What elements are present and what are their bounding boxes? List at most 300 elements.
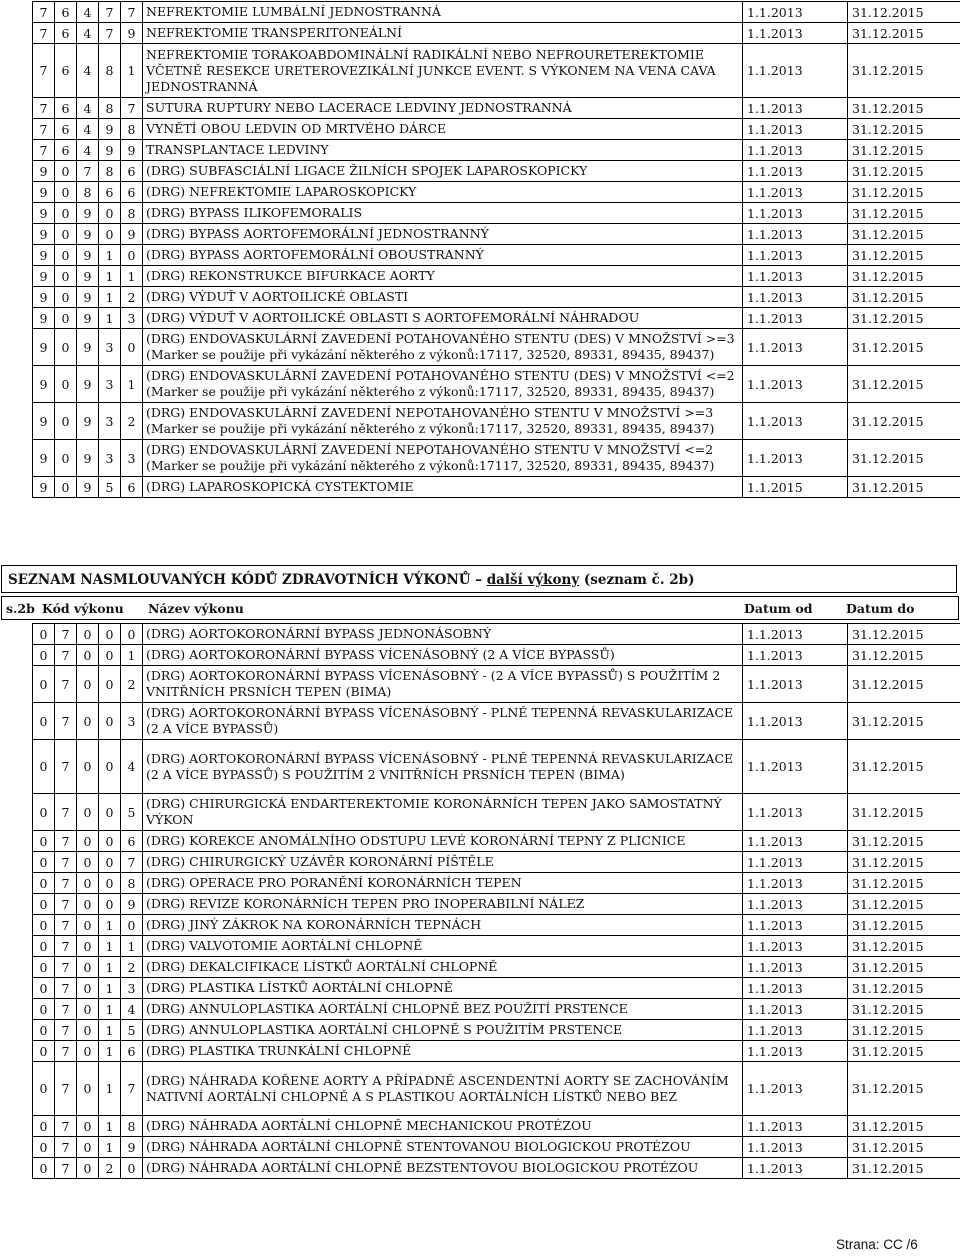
section-heading: SEZNAM NASMLOUVANÝCH KÓDŮ ZDRAVOTNÍCH VÝKONŮ – další výkony (seznam č. 2b) <box>1 565 957 593</box>
date-from: 1.1.2013 <box>743 119 848 140</box>
code-digit: 7 <box>55 1116 77 1137</box>
code-digit: 7 <box>55 740 77 794</box>
procedure-name: NEFREKTOMIE LUMBÁLNÍ JEDNOSTRANNÁ <box>143 2 743 23</box>
code-digit: 7 <box>55 794 77 831</box>
date-to: 31.12.2015 <box>848 624 960 645</box>
header-name: Název výkonu <box>148 601 244 616</box>
procedure-name: (DRG) BYPASS AORTOFEMORÁLNÍ OBOUSTRANNÝ <box>143 245 743 266</box>
code-digit: 0 <box>77 1158 99 1179</box>
code-digit: 1 <box>121 266 143 287</box>
code-digit: 0 <box>99 224 121 245</box>
date-from: 1.1.2013 <box>743 161 848 182</box>
code-digit: 6 <box>99 182 121 203</box>
code-digit: 9 <box>77 245 99 266</box>
header-date-to: Datum do <box>846 601 915 616</box>
date-to: 31.12.2015 <box>848 936 960 957</box>
procedure-name: (DRG) VÝDUŤ V AORTOILICKÉ OBLASTI <box>143 287 743 308</box>
code-digit: 0 <box>77 1116 99 1137</box>
code-digit: 7 <box>33 98 55 119</box>
code-digit: 3 <box>121 703 143 740</box>
code-digit: 0 <box>55 182 77 203</box>
procedure-name: (DRG) AORTOKORONÁRNÍ BYPASS JEDNONÁSOBNÝ <box>143 624 743 645</box>
code-digit: 0 <box>77 936 99 957</box>
code-digit: 7 <box>55 957 77 978</box>
procedure-table-2b <box>32 623 960 1179</box>
table-row <box>33 936 960 957</box>
table-row <box>33 999 960 1020</box>
code-digit: 1 <box>99 245 121 266</box>
code-digit: 4 <box>121 740 143 794</box>
code-digit: 7 <box>33 44 55 98</box>
procedure-name: (DRG) SUBFASCIÁLNÍ LIGACE ŽILNÍCH SPOJEK LAPAROSKOPICKY <box>143 161 743 182</box>
date-to: 31.12.2015 <box>848 873 960 894</box>
date-from: 1.1.2013 <box>743 957 848 978</box>
procedure-name: (DRG) ENDOVASKULÁRNÍ ZAVEDENÍ NEPOTAHOVANÉHO STENTU V MNOŽSTVÍ <=2 (Marker se použije při vykázání některého z výkonů:17117, 32520, 89331, 89435, 89437) <box>143 440 743 477</box>
code-digit: 9 <box>77 477 99 498</box>
header-date-from: Datum od <box>744 601 813 616</box>
code-digit: 2 <box>99 1158 121 1179</box>
code-digit: 6 <box>55 119 77 140</box>
table-row <box>33 366 960 403</box>
code-digit: 9 <box>77 308 99 329</box>
code-digit: 0 <box>77 831 99 852</box>
code-digit: 7 <box>55 999 77 1020</box>
date-to: 31.12.2015 <box>848 266 960 287</box>
date-to: 31.12.2015 <box>848 182 960 203</box>
date-from: 1.1.2013 <box>743 645 848 666</box>
code-digit: 0 <box>33 1041 55 1062</box>
table-row <box>33 140 960 161</box>
procedure-name: VYNĚTÍ OBOU LEDVIN OD MRTVÉHO DÁRCE <box>143 119 743 140</box>
code-digit: 5 <box>121 794 143 831</box>
code-digit: 0 <box>33 740 55 794</box>
table-row <box>33 2 960 23</box>
code-digit: 7 <box>55 1041 77 1062</box>
date-from: 1.1.2013 <box>743 666 848 703</box>
procedure-table-continued <box>32 1 960 498</box>
date-to: 31.12.2015 <box>848 245 960 266</box>
procedure-name: (DRG) JINÝ ZÁKROK NA KORONÁRNÍCH TEPNÁCH <box>143 915 743 936</box>
code-digit: 7 <box>55 894 77 915</box>
code-digit: 1 <box>99 999 121 1020</box>
code-digit: 1 <box>99 287 121 308</box>
date-from: 1.1.2013 <box>743 978 848 999</box>
date-from: 1.1.2013 <box>743 624 848 645</box>
code-digit: 5 <box>99 477 121 498</box>
date-to: 31.12.2015 <box>848 224 960 245</box>
date-from: 1.1.2013 <box>743 873 848 894</box>
code-digit: 3 <box>99 329 121 366</box>
code-digit: 0 <box>121 624 143 645</box>
date-to: 31.12.2015 <box>848 1062 960 1116</box>
code-digit: 9 <box>33 287 55 308</box>
table-row <box>33 440 960 477</box>
code-digit: 7 <box>55 1062 77 1116</box>
date-from: 1.1.2013 <box>743 1062 848 1116</box>
procedure-name: (DRG) ENDOVASKULÁRNÍ ZAVEDENÍ POTAHOVANÉHO STENTU (DES) V MNOŽSTVÍ <=2 (Marker se použije při vykázání některého z výkonů:17117, 32520, 89331, 89435, 89437) <box>143 366 743 403</box>
date-from: 1.1.2013 <box>743 266 848 287</box>
code-digit: 0 <box>121 329 143 366</box>
code-digit: 3 <box>121 440 143 477</box>
code-digit: 0 <box>77 1020 99 1041</box>
procedure-name: (DRG) BYPASS ILIKOFEMORALIS <box>143 203 743 224</box>
procedure-name: (DRG) BYPASS AORTOFEMORÁLNÍ JEDNOSTRANNÝ <box>143 224 743 245</box>
procedure-name: (DRG) ANNULOPLASTIKA AORTÁLNÍ CHLOPNĚ S POUŽITÍM PRSTENCE <box>143 1020 743 1041</box>
date-from: 1.1.2013 <box>743 403 848 440</box>
code-digit: 0 <box>33 624 55 645</box>
code-digit: 7 <box>55 624 77 645</box>
table-row <box>33 477 960 498</box>
table-row <box>33 831 960 852</box>
date-from: 1.1.2013 <box>743 894 848 915</box>
date-to: 31.12.2015 <box>848 894 960 915</box>
code-digit: 9 <box>121 23 143 44</box>
code-digit: 0 <box>33 999 55 1020</box>
code-digit: 0 <box>33 873 55 894</box>
date-from: 1.1.2015 <box>743 477 848 498</box>
code-digit: 0 <box>55 477 77 498</box>
date-from: 1.1.2013 <box>743 915 848 936</box>
code-digit: 2 <box>121 403 143 440</box>
code-digit: 0 <box>33 1137 55 1158</box>
code-digit: 1 <box>99 1137 121 1158</box>
code-digit: 6 <box>55 2 77 23</box>
procedure-name: (DRG) ANNULOPLASTIKA AORTÁLNÍ CHLOPNĚ BEZ POUŽITÍ PRSTENCE <box>143 999 743 1020</box>
code-digit: 7 <box>55 1137 77 1158</box>
code-digit: 8 <box>99 98 121 119</box>
code-digit: 9 <box>77 403 99 440</box>
date-from: 1.1.2013 <box>743 740 848 794</box>
table-row <box>33 98 960 119</box>
date-to: 31.12.2015 <box>848 329 960 366</box>
code-digit: 3 <box>99 440 121 477</box>
date-to: 31.12.2015 <box>848 287 960 308</box>
code-digit: 9 <box>33 440 55 477</box>
code-digit: 9 <box>33 161 55 182</box>
code-digit: 9 <box>77 440 99 477</box>
code-digit: 7 <box>121 2 143 23</box>
table-row <box>33 403 960 440</box>
code-digit: 0 <box>77 794 99 831</box>
table-row <box>33 624 960 645</box>
code-digit: 0 <box>55 203 77 224</box>
table-row <box>33 1020 960 1041</box>
procedure-name: (DRG) KOREKCE ANOMÁLNÍHO ODSTUPU LEVÉ KORONÁRNÍ TEPNY Z PLICNICE <box>143 831 743 852</box>
table-row <box>33 161 960 182</box>
code-digit: 2 <box>121 287 143 308</box>
procedure-name: (DRG) LAPAROSKOPICKÁ CYSTEKTOMIE <box>143 477 743 498</box>
table-row <box>33 329 960 366</box>
date-from: 1.1.2013 <box>743 366 848 403</box>
code-digit: 0 <box>33 936 55 957</box>
code-digit: 7 <box>121 1062 143 1116</box>
code-digit: 7 <box>121 852 143 873</box>
table-row <box>33 852 960 873</box>
code-digit: 0 <box>77 957 99 978</box>
code-digit: 8 <box>99 161 121 182</box>
code-digit: 0 <box>33 703 55 740</box>
date-to: 31.12.2015 <box>848 119 960 140</box>
table-header <box>1 596 959 620</box>
code-digit: 1 <box>99 915 121 936</box>
code-digit: 9 <box>121 224 143 245</box>
date-to: 31.12.2015 <box>848 794 960 831</box>
date-from: 1.1.2013 <box>743 1116 848 1137</box>
code-digit: 0 <box>77 873 99 894</box>
code-digit: 1 <box>99 957 121 978</box>
date-to: 31.12.2015 <box>848 831 960 852</box>
code-digit: 7 <box>55 936 77 957</box>
code-digit: 0 <box>55 224 77 245</box>
code-digit: 9 <box>33 403 55 440</box>
code-digit: 0 <box>99 624 121 645</box>
table-row <box>33 794 960 831</box>
code-digit: 0 <box>55 366 77 403</box>
date-from: 1.1.2013 <box>743 203 848 224</box>
date-to: 31.12.2015 <box>848 1020 960 1041</box>
date-from: 1.1.2013 <box>743 44 848 98</box>
code-digit: 1 <box>121 366 143 403</box>
code-digit: 4 <box>121 999 143 1020</box>
table-row <box>33 645 960 666</box>
code-digit: 7 <box>55 915 77 936</box>
date-from: 1.1.2013 <box>743 852 848 873</box>
procedure-name: TRANSPLANTACE LEDVINY <box>143 140 743 161</box>
code-digit: 0 <box>33 957 55 978</box>
code-digit: 7 <box>99 2 121 23</box>
code-digit: 9 <box>77 287 99 308</box>
code-digit: 1 <box>99 308 121 329</box>
code-digit: 0 <box>33 894 55 915</box>
code-digit: 0 <box>77 894 99 915</box>
date-to: 31.12.2015 <box>848 308 960 329</box>
table-row <box>33 23 960 44</box>
code-digit: 1 <box>99 1116 121 1137</box>
procedure-name: (DRG) NÁHRADA AORTÁLNÍ CHLOPNĚ STENTOVANOU BIOLOGICKOU PROTÉZOU <box>143 1137 743 1158</box>
code-digit: 0 <box>55 266 77 287</box>
code-digit: 9 <box>33 366 55 403</box>
date-to: 31.12.2015 <box>848 999 960 1020</box>
procedure-name: (DRG) ENDOVASKULÁRNÍ ZAVEDENÍ NEPOTAHOVANÉHO STENTU V MNOŽSTVÍ >=3 (Marker se použije při vykázání některého z výkonů:17117, 32520, 89331, 89435, 89437) <box>143 403 743 440</box>
code-digit: 7 <box>99 23 121 44</box>
code-digit: 8 <box>121 203 143 224</box>
date-from: 1.1.2013 <box>743 1041 848 1062</box>
table-row <box>33 957 960 978</box>
code-digit: 7 <box>55 852 77 873</box>
procedure-name: (DRG) CHIRURGICKÝ UZÁVĚR KORONÁRNÍ PÍŠTĚLE <box>143 852 743 873</box>
code-digit: 0 <box>55 329 77 366</box>
code-digit: 4 <box>77 98 99 119</box>
procedure-name: (DRG) AORTOKORONÁRNÍ BYPASS VÍCENÁSOBNÝ - PLNĚ TEPENNÁ REVASKULARIZACE (2 A VÍCE BYPASSŮ) <box>143 703 743 740</box>
code-digit: 9 <box>33 329 55 366</box>
procedure-name: (DRG) REKONSTRUKCE BIFURKACE AORTY <box>143 266 743 287</box>
table-row <box>33 308 960 329</box>
code-digit: 2 <box>121 666 143 703</box>
date-to: 31.12.2015 <box>848 440 960 477</box>
table-row <box>33 203 960 224</box>
header-list-id: s.2b <box>6 601 35 616</box>
code-digit: 7 <box>55 666 77 703</box>
date-from: 1.1.2013 <box>743 831 848 852</box>
code-digit: 0 <box>77 852 99 873</box>
code-digit: 9 <box>33 203 55 224</box>
code-digit: 1 <box>99 1041 121 1062</box>
procedure-name: (DRG) CHIRURGICKÁ ENDARTEREKTOMIE KORONÁRNÍCH TEPEN JAKO SAMOSTATNÝ VÝKON <box>143 794 743 831</box>
date-from: 1.1.2013 <box>743 1020 848 1041</box>
code-digit: 7 <box>55 703 77 740</box>
code-digit: 7 <box>77 161 99 182</box>
date-to: 31.12.2015 <box>848 140 960 161</box>
procedure-name: (DRG) ENDOVASKULÁRNÍ ZAVEDENÍ POTAHOVANÉHO STENTU (DES) V MNOŽSTVÍ >=3 (Marker se použije při vykázání některého z výkonů:17117, 32520, 89331, 89435, 89437) <box>143 329 743 366</box>
date-from: 1.1.2013 <box>743 182 848 203</box>
table-row <box>33 915 960 936</box>
code-digit: 9 <box>33 182 55 203</box>
date-from: 1.1.2013 <box>743 224 848 245</box>
code-digit: 9 <box>99 119 121 140</box>
code-digit: 9 <box>121 140 143 161</box>
code-digit: 4 <box>77 44 99 98</box>
code-digit: 0 <box>77 1137 99 1158</box>
code-digit: 4 <box>77 119 99 140</box>
date-from: 1.1.2013 <box>743 98 848 119</box>
procedure-name: (DRG) REVIZE KORONÁRNÍCH TEPEN PRO INOPERABILNÍ NÁLEZ <box>143 894 743 915</box>
code-digit: 6 <box>121 831 143 852</box>
code-digit: 0 <box>99 894 121 915</box>
date-from: 1.1.2013 <box>743 308 848 329</box>
date-to: 31.12.2015 <box>848 2 960 23</box>
code-digit: 0 <box>33 852 55 873</box>
procedure-name: (DRG) AORTOKORONÁRNÍ BYPASS VÍCENÁSOBNÝ - PLNĚ TEPENNÁ REVASKULARIZACE (2 A VÍCE BYPASSŮ) S POUŽITÍM 2 VNITŘNÍCH PRSNÍCH TEPEN (BIMA) <box>143 740 743 794</box>
code-digit: 0 <box>121 245 143 266</box>
code-digit: 0 <box>33 831 55 852</box>
table-row <box>33 266 960 287</box>
code-digit: 1 <box>99 978 121 999</box>
code-digit: 9 <box>121 1137 143 1158</box>
code-digit: 0 <box>77 978 99 999</box>
code-digit: 9 <box>77 366 99 403</box>
code-digit: 0 <box>33 1158 55 1179</box>
code-digit: 9 <box>77 203 99 224</box>
date-to: 31.12.2015 <box>848 203 960 224</box>
code-digit: 3 <box>121 308 143 329</box>
code-digit: 3 <box>99 366 121 403</box>
date-to: 31.12.2015 <box>848 666 960 703</box>
procedure-name: (DRG) DEKALCIFIKACE LÍSTKŮ AORTÁLNÍ CHLOPNĚ <box>143 957 743 978</box>
date-to: 31.12.2015 <box>848 957 960 978</box>
date-from: 1.1.2013 <box>743 999 848 1020</box>
date-from: 1.1.2013 <box>743 1137 848 1158</box>
header-code: Kód výkonu <box>42 601 124 616</box>
code-digit: 6 <box>121 477 143 498</box>
table-row <box>33 894 960 915</box>
table-row <box>33 119 960 140</box>
code-digit: 0 <box>77 915 99 936</box>
date-to: 31.12.2015 <box>848 645 960 666</box>
code-digit: 7 <box>55 873 77 894</box>
date-from: 1.1.2013 <box>743 245 848 266</box>
code-digit: 9 <box>33 308 55 329</box>
table-row <box>33 1116 960 1137</box>
code-digit: 0 <box>77 1062 99 1116</box>
procedure-name: (DRG) VÝDUŤ V AORTOILICKÉ OBLASTI S AORTOFEMORÁLNÍ NÁHRADOU <box>143 308 743 329</box>
date-from: 1.1.2013 <box>743 936 848 957</box>
code-digit: 6 <box>121 1041 143 1062</box>
code-digit: 0 <box>77 1041 99 1062</box>
code-digit: 5 <box>121 1020 143 1041</box>
table-row <box>33 1137 960 1158</box>
date-from: 1.1.2013 <box>743 23 848 44</box>
date-to: 31.12.2015 <box>848 1041 960 1062</box>
code-digit: 0 <box>55 161 77 182</box>
procedure-name: SUTURA RUPTURY NEBO LACERACE LEDVINY JEDNOSTRANNÁ <box>143 98 743 119</box>
procedure-name: NEFREKTOMIE TORAKOABDOMINÁLNÍ RADIKÁLNÍ NEBO NEFROURETEREKTOMIE VČETNĚ RESEKCE URETEROVEZIKÁLNÍ JUNKCE EVENT. S VÝKONEM NA VENA CAVA JEDNOSTRANNÁ <box>143 44 743 98</box>
date-from: 1.1.2013 <box>743 2 848 23</box>
procedure-name: (DRG) NÁHRADA KOŘENE AORTY A PŘÍPADNĚ ASCENDENTNÍ AORTY SE ZACHOVÁNÍM NATIVNÍ AORTÁLNÍ CHLOPNĚ A S PLASTIKOU AORTÁLNÍCH LÍSTKŮ NEBO BEZ <box>143 1062 743 1116</box>
code-digit: 0 <box>99 794 121 831</box>
date-to: 31.12.2015 <box>848 98 960 119</box>
procedure-name: (DRG) PLASTIKA LÍSTKŮ AORTÁLNÍ CHLOPNĚ <box>143 978 743 999</box>
code-digit: 0 <box>99 852 121 873</box>
date-to: 31.12.2015 <box>848 852 960 873</box>
procedure-name: (DRG) AORTOKORONÁRNÍ BYPASS VÍCENÁSOBNÝ (2 A VÍCE BYPASSŮ) <box>143 645 743 666</box>
code-digit: 8 <box>121 873 143 894</box>
table-row <box>33 873 960 894</box>
date-to: 31.12.2015 <box>848 740 960 794</box>
date-to: 31.12.2015 <box>848 161 960 182</box>
date-to: 31.12.2015 <box>848 1158 960 1179</box>
code-digit: 1 <box>99 266 121 287</box>
code-digit: 1 <box>99 1062 121 1116</box>
date-from: 1.1.2013 <box>743 1158 848 1179</box>
code-digit: 8 <box>77 182 99 203</box>
code-digit: 7 <box>33 140 55 161</box>
table-row <box>33 224 960 245</box>
code-digit: 0 <box>33 794 55 831</box>
code-digit: 0 <box>33 1116 55 1137</box>
code-digit: 0 <box>33 978 55 999</box>
code-digit: 0 <box>99 645 121 666</box>
code-digit: 7 <box>55 978 77 999</box>
code-digit: 7 <box>55 1020 77 1041</box>
date-to: 31.12.2015 <box>848 915 960 936</box>
table-row <box>33 1041 960 1062</box>
code-digit: 0 <box>55 287 77 308</box>
date-to: 31.12.2015 <box>848 1137 960 1158</box>
code-digit: 0 <box>55 308 77 329</box>
code-digit: 0 <box>77 703 99 740</box>
code-digit: 4 <box>77 23 99 44</box>
code-digit: 6 <box>55 98 77 119</box>
code-digit: 9 <box>77 329 99 366</box>
code-digit: 0 <box>99 703 121 740</box>
code-digit: 4 <box>77 140 99 161</box>
code-digit: 0 <box>77 645 99 666</box>
code-digit: 6 <box>121 182 143 203</box>
date-from: 1.1.2013 <box>743 794 848 831</box>
procedure-name: (DRG) PLASTIKA TRUNKÁLNÍ CHLOPNĚ <box>143 1041 743 1062</box>
code-digit: 1 <box>99 936 121 957</box>
code-digit: 0 <box>55 245 77 266</box>
code-digit: 7 <box>33 119 55 140</box>
code-digit: 1 <box>121 936 143 957</box>
procedure-name: (DRG) NEFREKTOMIE LAPAROSKOPICKY <box>143 182 743 203</box>
code-digit: 9 <box>33 266 55 287</box>
code-digit: 9 <box>77 266 99 287</box>
date-from: 1.1.2013 <box>743 440 848 477</box>
date-to: 31.12.2015 <box>848 978 960 999</box>
procedure-name: NEFREKTOMIE TRANSPERITONEÁLNÍ <box>143 23 743 44</box>
code-digit: 0 <box>99 666 121 703</box>
